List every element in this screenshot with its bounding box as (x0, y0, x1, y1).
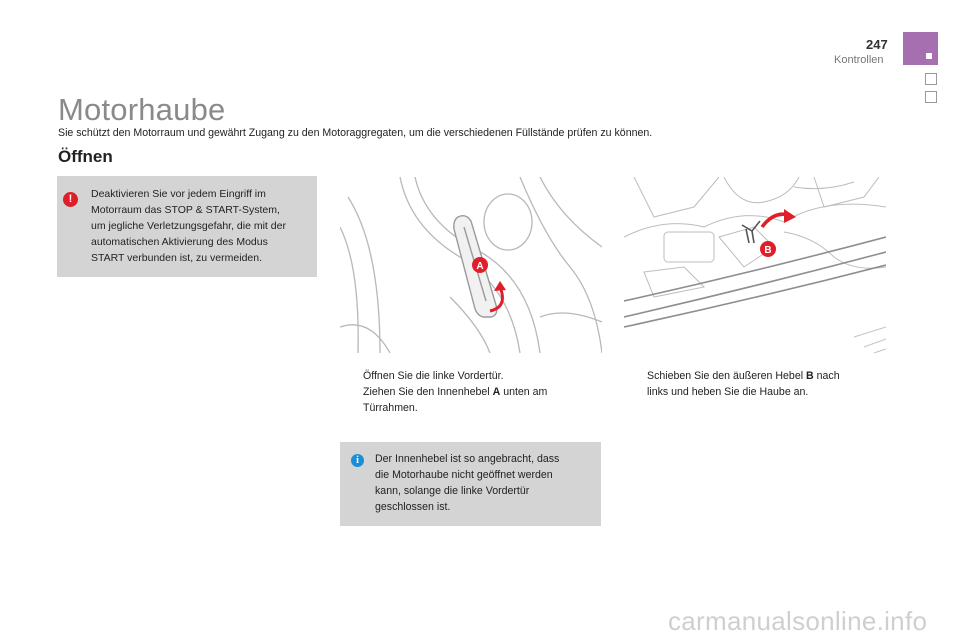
chapter-tab-marker[interactable] (925, 91, 937, 103)
warning-line: Deaktivieren Sie vor jedem Eingriff im (91, 188, 266, 200)
section-heading: Öffnen (58, 147, 113, 166)
step-item: Öffnen Sie die linke Vordertür. (363, 370, 504, 382)
warning-text (91, 186, 311, 266)
exclamation-icon: ! (63, 192, 78, 207)
steps-right (625, 368, 880, 400)
warning-box (57, 176, 317, 277)
info-line: Der Innenhebel ist so angebracht, dass (375, 453, 560, 465)
info-icon: i (351, 454, 364, 467)
page-subtitle: Sie schützt den Motorraum und gewährt Zugang zu den Motoraggregaten, um die verschiedenen Füllstände prüfen zu können. (58, 127, 653, 139)
lever-a-reference: A (492, 386, 501, 398)
marker-b-label: B (764, 245, 772, 256)
section-label: Kontrollen (834, 54, 884, 66)
page-title: Motorhaube (58, 92, 226, 127)
warning-line: automatischen Aktivierung des Modus (91, 236, 268, 248)
warning-line: START verbunden ist, zu vermeiden. (91, 252, 262, 264)
tab-square-icon (926, 53, 932, 59)
step-item: Schieben Sie den äußeren Hebel B nach links und heben Sie die Haube an. (647, 370, 840, 398)
info-line: geschlossen ist. (375, 501, 451, 513)
step-item: Ziehen Sie den Innenhebel A unten am Türrahmen. (363, 386, 548, 414)
info-text (375, 451, 595, 515)
info-line: die Motorhaube nicht geöffnet werden (375, 469, 553, 481)
info-box (340, 442, 601, 526)
info-line: kann, solange die linke Vordertür (375, 485, 530, 497)
chapter-tab-marker[interactable] (925, 73, 937, 85)
watermark: carmanualsonline.info (668, 606, 928, 636)
warning-line: Motorraum das STOP & START-System, (91, 204, 280, 216)
warning-line: um jegliche Verletzungsgefahr, die mit der (91, 220, 286, 232)
exterior-lever-illustration (624, 177, 886, 353)
steps-left (341, 368, 586, 416)
figure-exterior-lever (624, 177, 886, 353)
marker-a-label: A (476, 261, 484, 272)
figure-interior-lever (340, 177, 602, 353)
chapter-tab-active[interactable] (903, 32, 938, 65)
interior-lever-illustration (340, 177, 602, 353)
page-number: 247 (866, 37, 888, 52)
lever-b-reference: B (806, 370, 814, 382)
